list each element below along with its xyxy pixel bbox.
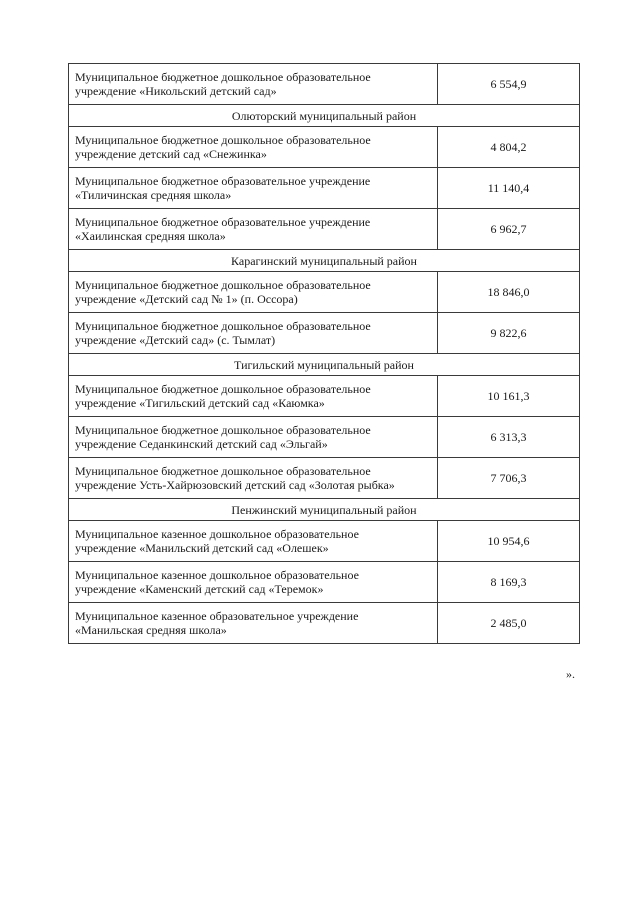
- institution-name-cell: [69, 313, 438, 354]
- institution-row: [69, 417, 580, 458]
- institution-row: [69, 458, 580, 499]
- institution-row: [69, 562, 580, 603]
- amount-cell: 8 169,3: [438, 562, 580, 603]
- district-header-row: [69, 499, 580, 521]
- institution-name-cell: [69, 521, 438, 562]
- institution-row: [69, 603, 580, 644]
- institution-name-line-1: Муниципальное бюджетное образовательное учреждение: [75, 174, 371, 188]
- amount-cell: 10 954,6: [438, 521, 580, 562]
- institution-name-line-2: «Тиличинская средняя школа»: [75, 188, 232, 202]
- institution-name-line-2: учреждение «Детский сад» (с. Тымлат): [75, 333, 276, 347]
- institution-name-line-1: Муниципальное казенное дошкольное образовательное: [75, 527, 359, 541]
- institution-name-line-2: учреждение «Детский сад № 1» (п. Оссора): [75, 292, 298, 306]
- institution-name-cell: [69, 127, 438, 168]
- district-title: Карагинский муниципальный район: [69, 250, 580, 272]
- institution-name-line-1: Муниципальное бюджетное дошкольное образовательное: [75, 464, 371, 478]
- institution-name-line-1: Муниципальное бюджетное дошкольное образовательное: [75, 382, 371, 396]
- district-header-row: [69, 354, 580, 376]
- institution-row: [69, 64, 580, 105]
- institution-name-cell: [69, 458, 438, 499]
- amount-cell: 11 140,4: [438, 168, 580, 209]
- institution-name-line-2: учреждение «Каменский детский сад «Теремок»: [75, 582, 324, 596]
- institution-name-line-2: «Манильская средняя школа»: [75, 623, 227, 637]
- funding-table-body: [69, 64, 580, 644]
- institution-name-cell: [69, 168, 438, 209]
- institution-name-line-2: учреждение Усть-Хайрюзовский детский сад «Золотая рыбка»: [75, 478, 395, 492]
- district-header-row: [69, 250, 580, 272]
- institution-name-line-1: Муниципальное бюджетное дошкольное образовательное: [75, 133, 371, 147]
- amount-cell: 9 822,6: [438, 313, 580, 354]
- institution-name-line-1: Муниципальное бюджетное дошкольное образовательное: [75, 70, 371, 84]
- closing-quote-mark: ».: [566, 667, 575, 681]
- amount-cell: 6 313,3: [438, 417, 580, 458]
- institution-name-line-2: учреждение детский сад «Снежинка»: [75, 147, 267, 161]
- amount-cell: 6 554,9: [438, 64, 580, 105]
- amount-cell: 10 161,3: [438, 376, 580, 417]
- institution-name-cell: [69, 209, 438, 250]
- amount-cell: 4 804,2: [438, 127, 580, 168]
- institution-row: [69, 313, 580, 354]
- institution-name-line-2: учреждение Седанкинский детский сад «Эльгай»: [75, 437, 328, 451]
- district-header-row: [69, 105, 580, 127]
- institution-row: [69, 521, 580, 562]
- institution-name-cell: [69, 376, 438, 417]
- institution-name-cell: [69, 64, 438, 105]
- institution-name-line-2: учреждение «Манильский детский сад «Олешек»: [75, 541, 329, 555]
- amount-cell: 18 846,0: [438, 272, 580, 313]
- institution-row: [69, 127, 580, 168]
- amount-cell: 2 485,0: [438, 603, 580, 644]
- institution-name-line-1: Муниципальное казенное дошкольное образовательное: [75, 568, 359, 582]
- institution-name-cell: [69, 417, 438, 458]
- district-title: Олюторский муниципальный район: [69, 105, 580, 127]
- institution-name-line-1: Муниципальное казенное образовательное учреждение: [75, 609, 359, 623]
- institution-name-line-2: учреждение «Тигильский детский сад «Каюмка»: [75, 396, 325, 410]
- district-title: Пенжинский муниципальный район: [69, 499, 580, 521]
- institution-row: [69, 376, 580, 417]
- institution-row: [69, 168, 580, 209]
- institution-name-line-2: «Хаилинская средняя школа»: [75, 229, 226, 243]
- institution-name-line-1: Муниципальное бюджетное дошкольное образовательное: [75, 278, 371, 292]
- institution-name-cell: [69, 562, 438, 603]
- institution-row: [69, 209, 580, 250]
- institution-name-line-1: Муниципальное бюджетное дошкольное образовательное: [75, 423, 371, 437]
- funding-table: [68, 63, 580, 644]
- institution-name-cell: [69, 272, 438, 313]
- institution-name-line-1: Муниципальное бюджетное образовательное учреждение: [75, 215, 371, 229]
- amount-cell: 7 706,3: [438, 458, 580, 499]
- institution-row: [69, 272, 580, 313]
- institution-name-line-1: Муниципальное бюджетное дошкольное образовательное: [75, 319, 371, 333]
- institution-name-cell: [69, 603, 438, 644]
- amount-cell: 6 962,7: [438, 209, 580, 250]
- institution-name-line-2: учреждение «Никольский детский сад»: [75, 84, 277, 98]
- district-title: Тигильский муниципальный район: [69, 354, 580, 376]
